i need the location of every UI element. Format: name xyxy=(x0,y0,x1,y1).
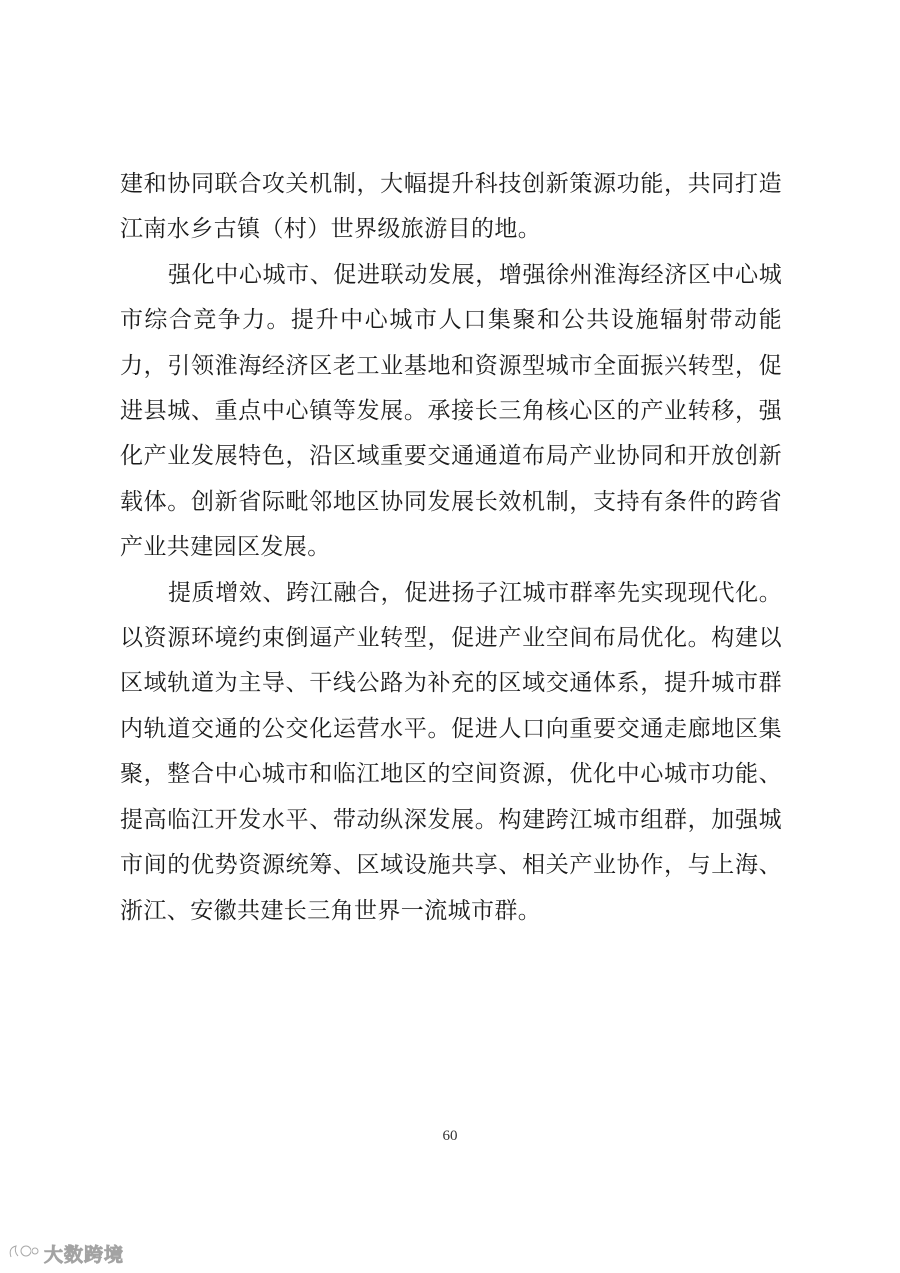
paragraph-text: 建和协同联合攻关机制，大幅提升科技创新策源功能，共同打造江南水乡古镇（村）世界级旅游目的地。 xyxy=(120,171,782,243)
paragraph-lead: 强化中心城市、促进联动发展，增强徐州淮海经济区中心城市综合竞争力。 xyxy=(120,261,782,334)
page-number: 60 xyxy=(442,1128,458,1144)
watermark xyxy=(6,1238,124,1268)
paragraph-yangtze-cities xyxy=(120,571,782,934)
brand-logo-icon xyxy=(6,1242,40,1264)
paragraph-text: 提升中心城市人口集聚和公共设施辐射带动能力，引领淮海经济区老工业基地和资源型城市全面振兴转型，促进县城、重点中心镇等发展。承接长三角核心区的产业转移，强化产业发展特色，沿区域重要交通通道布局产业协同和开放创新载体。创新省际毗邻地区协同发展长效机制，支持有条件的跨省产业共建园区发展。 xyxy=(120,307,782,561)
paragraph-lead: 提质增效、跨江融合，促进扬子江城市群率先实现现代化。 xyxy=(168,579,782,606)
paragraph-central-cities xyxy=(120,253,782,571)
paragraph-text: 以资源环境约束倒逼产业转型，促进产业空间布局优化。构建以区域轨道为主导、干线公路为补充的区域交通体系，提升城市群内轨道交通的公交化运营水平。促进人口向重要交通走廊地区集聚，整合中心城市和临江地区的空间资源，优化中心城市功能、提高临江开发水平、带动纵深发展。构建跨江城市组群，加强城市间的优势资源统筹、区域设施共享、相关产业协作，与上海、浙江、安徽共建长三角世界一流城市群。 xyxy=(120,625,782,924)
watermark-text: 大数跨境 xyxy=(44,1243,125,1266)
document-body xyxy=(120,162,782,934)
paragraph-continued xyxy=(120,162,782,253)
